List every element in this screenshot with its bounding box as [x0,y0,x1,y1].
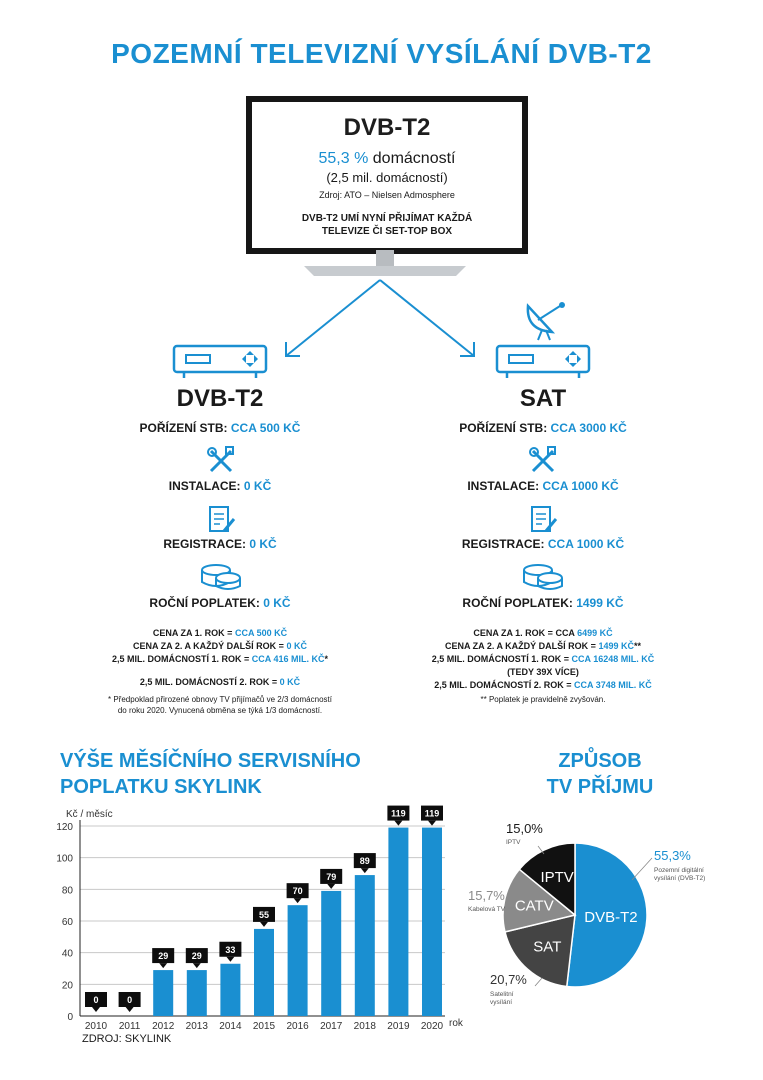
y-axis-label: Kč / měsíc [66,809,113,820]
value-label: 89 [359,856,370,867]
page-title: POZEMNÍ TELEVIZNÍ VYSÍLÁNÍ DVB-T2 [111,38,652,69]
value-label-pointer [159,963,167,968]
right-c3-label: 2,5 MIL. DOMÁCNOSTÍ 1. ROK = [431,654,570,665]
x-tick-label: 2011 [118,1021,141,1032]
value-label: 119 [424,808,440,819]
left-fee-value: 0 KČ [263,596,291,610]
callout-line [535,978,542,986]
set-top-box-icon [493,340,593,382]
right-reg [393,537,693,551]
left-footnote [50,694,390,716]
x-tick-label: 2017 [320,1021,343,1032]
pie-pct-label: 15,0% [506,821,543,836]
right-c2-value: 1499 KČ [598,641,634,652]
bar [288,905,308,1016]
value-label-pointer [428,821,436,826]
left-foot2: do roku 2020. Vynucená obměna se týká 1/3 domácností. [117,706,323,716]
x-tick-label: 2014 [219,1021,242,1032]
bar [388,828,408,1016]
right-fee-value: 1499 KČ [576,596,624,610]
x-tick-label: 2010 [84,1021,108,1032]
left-c3-suffix: * [324,654,328,665]
tv-share-value: 55,3 % [318,150,369,167]
value-label-pointer [394,821,402,826]
right-install-value: CCA 1000 KČ [542,479,619,493]
bar [422,828,442,1016]
fee-section-line1: VÝŠE MĚSÍČNÍHO SERVISNÍHO [60,750,361,772]
x-tick-label: 2020 [420,1021,444,1032]
x-axis-label: rok [449,1018,463,1029]
right-fee [393,596,693,610]
value-label: 70 [292,886,303,897]
split-arrows [260,270,500,370]
tools-icon [528,446,558,476]
reception-section-title [500,748,700,800]
bar [321,891,341,1016]
pie-desc-label: IPTV [506,839,521,846]
value-label-pointer [92,1007,100,1012]
tv-note-line2: TELEVIZE ČI SET-TOP BOX [321,226,453,237]
tv-share-label: domácností [372,150,456,167]
left-foot1: * Předpoklad přirozené obnovy TV přijímačů ve 2/3 domácností [108,695,332,704]
pie-pct-label: 20,7% [490,972,527,987]
x-tick-label: 2013 [185,1021,208,1032]
left-c3-value: CCA 416 MIL. KČ [251,654,325,665]
pie-slice-label: IPTV [540,869,574,887]
left-head: DVB-T2 [176,385,264,412]
document-icon [528,505,558,535]
y-tick-label: 20 [61,980,73,992]
value-label: 55 [258,909,270,920]
value-label: 119 [391,808,406,819]
left-reg-value: 0 KČ [249,537,277,551]
value-label: 29 [191,951,202,962]
left-c1-label: CENA ZA 1. ROK = [152,628,233,638]
y-tick-label: 120 [56,822,73,833]
bar [220,964,240,1016]
x-tick-label: 2016 [286,1021,309,1032]
pie-desc-label: Satelitní [490,991,514,998]
pie-desc-label: vysílání (DVB-T2) [654,875,706,882]
y-tick-label: 60 [61,917,73,928]
reception-section-line2: TV PŘÍJMU [546,776,654,798]
left-stb-value: CCA 500 KČ [230,421,301,435]
bar [153,970,173,1016]
value-label-pointer [327,884,335,889]
left-reg-label: REGISTRACE: [163,537,246,551]
right-stb-value: CCA 3000 KČ [550,421,627,435]
fee-section-line2: POPLATKU SKYLINK [60,776,262,798]
right-c1-label: CENA ZA 1. ROK = CCA [473,628,575,638]
x-tick-label: 2015 [252,1021,276,1032]
pie-pct-label: 15,7% [468,888,505,903]
right-footnote: ** Poplatek je pravidelně zvyšován. [480,695,606,704]
left-stb-label: POŘÍZENÍ STB: [139,421,228,435]
tv-source: Zdroj: ATO – Nielsen Admosphere [319,190,455,200]
fee-bar-chart [40,800,470,1050]
right-c3b: (TEDY 39X VÍCE) [507,667,579,678]
left-install-label: INSTALACE: [168,479,241,493]
set-top-box-icon [170,340,270,382]
right-c2-label: CENA ZA 2. A KAŽDÝ DALŠÍ ROK = [445,641,596,652]
value-label: 29 [158,951,169,962]
right-reg-label: REGISTRACE: [461,537,545,551]
y-tick-label: 100 [56,853,73,865]
coins-icon [520,562,566,592]
x-tick-label: 2018 [353,1021,376,1032]
left-c4-value: 0 KČ [279,677,301,688]
value-label-pointer [260,922,268,927]
left-stb [70,421,370,435]
value-label: 79 [326,871,337,882]
left-reg [70,537,370,551]
y-tick-label: 80 [61,885,73,897]
tv-screen [246,96,528,254]
right-install-label: INSTALACE: [467,479,540,493]
reception-section-line1: ZPŮSOB [558,750,642,772]
value-label-pointer [226,957,234,962]
right-c1-value: 6499 KČ [577,628,613,638]
right-c4-value: CCA 3748 MIL. KČ [574,680,652,691]
bar [187,970,207,1016]
x-tick-label: 2019 [387,1021,410,1032]
left-c2-value: 0 KČ [286,641,307,652]
x-tick-label: 2012 [152,1021,175,1032]
chart-source: ZDROJ: SKYLINK [82,1033,172,1045]
document-icon [206,505,236,535]
tv-note-line1: DVB-T2 UMÍ NYNÍ PŘIJÍMAT KAŽDÁ [301,213,473,224]
pie-desc-label: vysílání [490,999,513,1006]
right-fee-label: ROČNÍ POPLATEK: [462,596,573,610]
tv-name: DVB-T2 [343,114,431,141]
satellite-dish-icon [522,298,572,342]
left-c4-label: 2,5 MIL. DOMÁCNOSTÍ 2. ROK = [139,677,278,688]
value-label-pointer [193,963,201,968]
bar [355,875,375,1016]
left-c1-value: CCA 500 KČ [234,628,288,638]
left-c2-label: CENA ZA 2. A KAŽDÝ DALŠÍ ROK = [133,641,284,652]
value-label: 0 [93,995,99,1005]
value-label-pointer [126,1007,134,1012]
pie-desc-label: Pozemní digitální [654,867,704,874]
pie-slice-label: SAT [533,938,562,956]
right-stb [393,421,693,435]
bar [254,929,274,1016]
tv-share [252,150,522,168]
right-reg-value: CCA 1000 KČ [547,537,625,551]
right-head: SAT [519,385,567,412]
right-c4-label: 2,5 MIL. DOMÁCNOSTÍ 2. ROK = [434,680,572,691]
tools-icon [206,446,236,476]
pie-desc-label: Kabelová TV [468,906,506,913]
right-install [393,479,693,493]
reception-pie-chart [440,810,763,1040]
left-install [70,479,370,493]
fee-section-title [60,748,361,800]
callout-line [632,858,652,880]
right-stb-label: POŘÍZENÍ STB: [459,421,548,435]
left-fee [70,596,370,610]
y-tick-label: 40 [61,948,73,960]
pie-pct-label: 55,3% [654,848,691,863]
right-c2-suffix: ** [633,641,641,652]
left-c3-label: 2,5 MIL. DOMÁCNOSTÍ 1. ROK = [112,654,250,665]
y-tick-label: 0 [67,1012,73,1023]
left-install-value: 0 KČ [243,479,272,493]
right-c3-value: CCA 16248 MIL. KČ [571,654,655,665]
right-calc [353,627,733,692]
tv-households: (2,5 mil. domácností) [326,170,448,185]
value-label: 0 [127,995,133,1005]
value-label-pointer [294,898,302,903]
pie-slice-label: DVB-T2 [584,909,638,927]
value-label: 33 [225,944,236,955]
tv-note [252,212,522,238]
coins-icon [198,562,244,592]
left-fee-label: ROČNÍ POPLATEK: [149,596,260,610]
value-label-pointer [361,868,369,873]
pie-slice-label: CATV [514,897,554,915]
